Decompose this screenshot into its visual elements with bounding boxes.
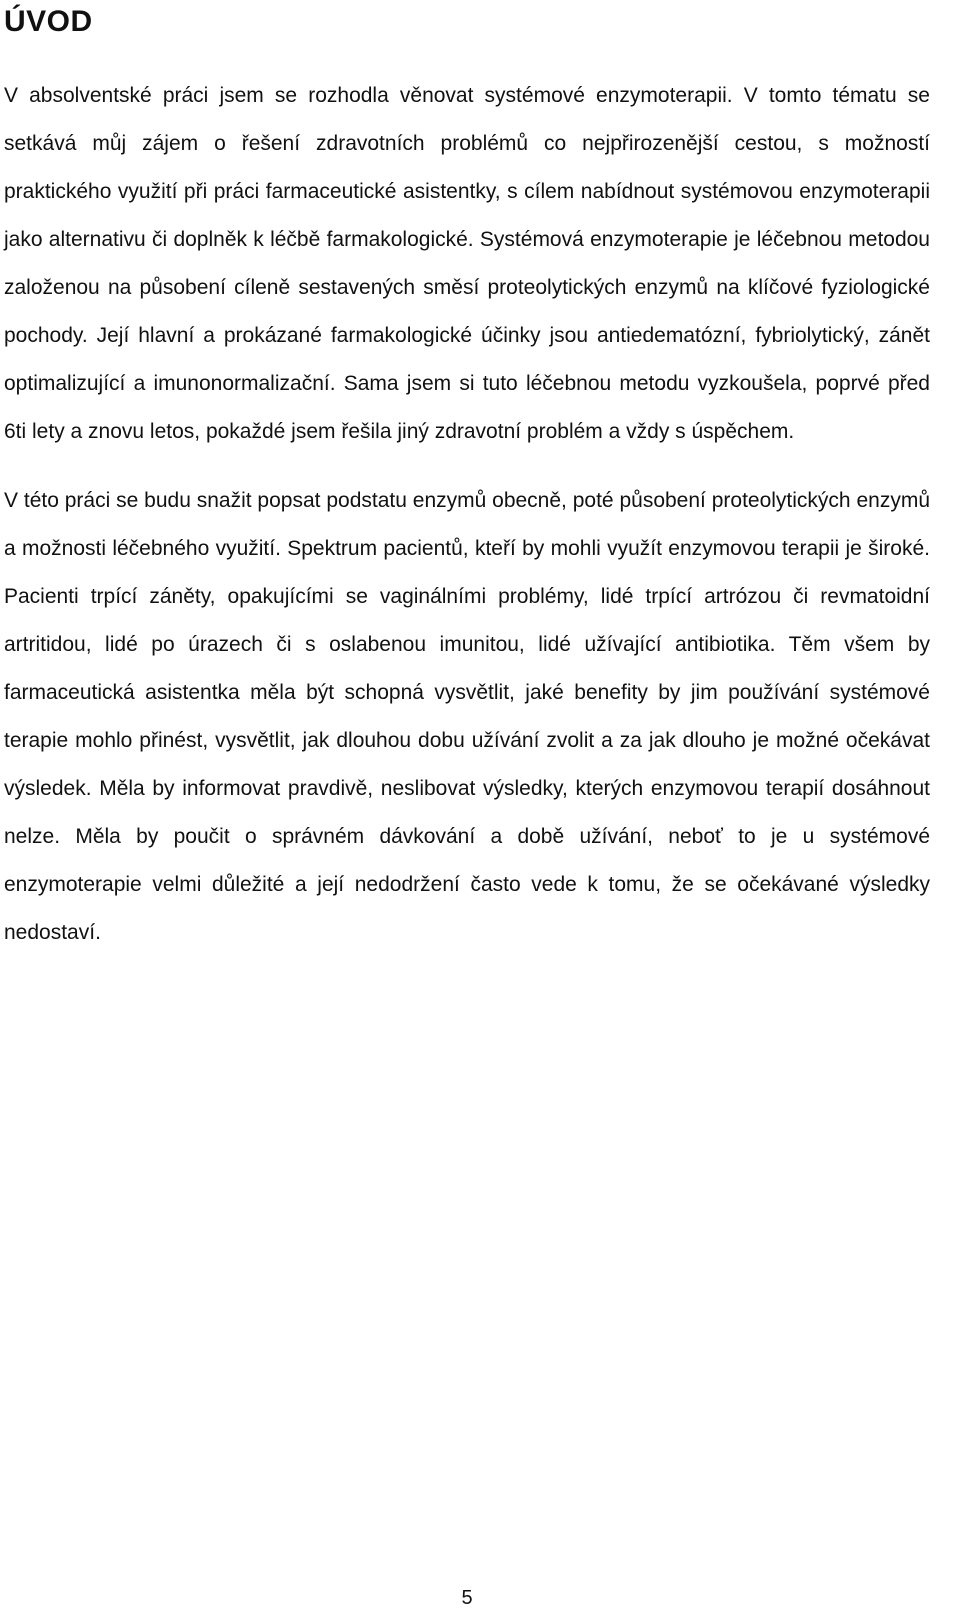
page-title: ÚVOD [4,5,93,38]
page-number: 5 [461,1587,473,1609]
paragraph-scope: V této práci se budu snažit popsat podstatu enzymů obecně, poté působení proteolytických enzymů a možnosti léčebného využití. Spektrum pacientů, kteří by mohli využít enzymovou terapii je široké. Pacienti trpící záněty, opakujícími se vaginálními problémy, lidé trpící artrózou či revmatoidní artritidou, lidé po úrazech či s oslabenou imunitou, lidé užívající antibiotika. Těm všem by farmaceutická asistentka měla být schopná vysvětlit, jaké benefity by jim používání systémové terapie mohlo přinést, vysvětlit, jak dlouhou dobu užívání zvolit a za jak dlouho je možné očekávat výsledek. Měla by informovat pravdivě, neslibovat výsledky, kterých enzymovou terapií dosáhnout nelze. Měla by poučit o správném dávkování a době užívání, neboť to je u systémové enzymoterapie velmi důležité a její nedodržení často vede k tomu, že se očekávané výsledky nedostaví. [4,489,930,944]
paragraph-intro: V absolventské práci jsem se rozhodla věnovat systémové enzymoterapii. V tomto tématu se setkává můj zájem o řešení zdravotních problémů co nejpřirozenější cestou, s možností praktického využití při práci farmaceutické asistentky, s cílem nabídnout systémovou enzymoterapii jako alternativu či doplněk k léčbě farmakologické. Systémová enzymoterapie je léčebnou metodou založenou na působení cíleně sestavených směsí proteolytických enzymů na klíčové fyziologické pochody. Její hlavní a prokázané farmakologické účinky jsou antiedematózní, fybriolytický, zánět optimalizující a imunonormalizační. Sama jsem si tuto léčebnou metodu vyzkoušela, poprvé před 6ti lety a znovu letos, pokaždé jsem řešila jiný zdravotní problém a vždy s úspěchem. [4,84,930,443]
document-page [4,0,930,957]
